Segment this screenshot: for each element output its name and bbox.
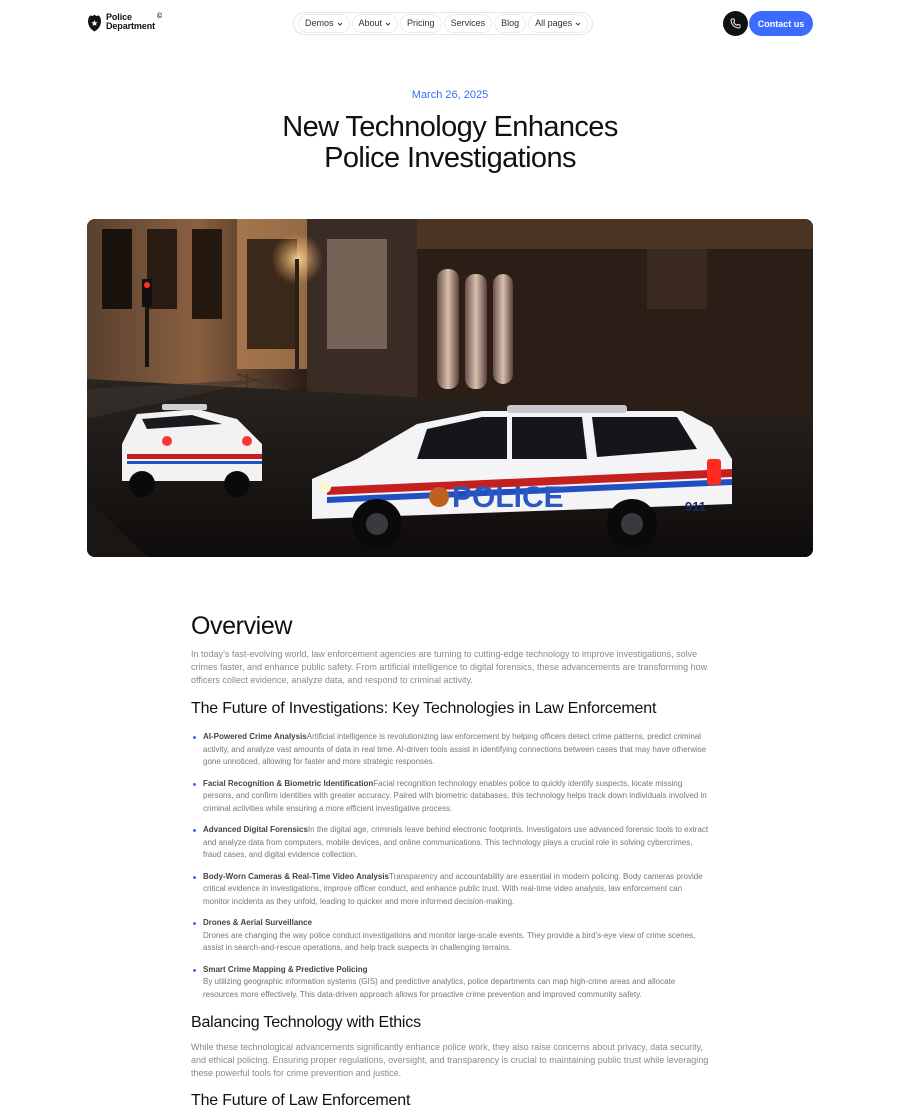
list-item-title: Facial Recognition & Biometric Identification <box>203 778 374 788</box>
post-title-line-2: Police Investigations <box>324 142 576 174</box>
nav-about-label: About <box>358 18 383 28</box>
list-item-text: Facial recognition technology enables police to quickly identify suspects, locate missing persons, and confirm identities with greater accuracy. Paired with biometric databases, this technology helps track down individuals involved in criminal activities while ensuring a more efficient investigative process. <box>203 778 707 813</box>
list-item <box>191 964 711 1002</box>
future-law-enforcement-heading: The Future of Law Enforcement <box>191 1092 411 1109</box>
list-item-title: Smart Crime Mapping & Predictive Policing <box>203 964 368 974</box>
list-item-title: Drones & Aerial Surveillance <box>203 918 313 927</box>
article-body <box>191 612 711 1111</box>
list-item-text: In the digital age, criminals leave behind electronic footprints. Investigators use advanced forensic tools to extract and analyze data from computers, mobile devices, and online communications. This technology plays a crucial role in solving cybercrimes, fraud cases, and digital evidence collection. <box>203 825 709 859</box>
nav-demos[interactable] <box>298 14 350 33</box>
list-item-text: Drones are changing the way police conduct investigations and monitor large-scale events. They provide a bird’s-eye view of crime scenes, assist in search-and-rescue operations, and help track suspects in challenging terrains. <box>203 930 696 952</box>
list-item-text: By utilizing geographic information systems (GIS) and predictive analytics, police departments can map high-crime areas and allocate resources more effectively. This data-driven approach allows for proactive crime prevention and improved community safety. <box>203 977 676 999</box>
list-item-text: Transparency and accountability are essential in modern policing. Body cameras provide critical evidence in investigations, improve officer conduct, and enhance public trust. With real-time video analysis, law enforcement can monitor incidents as they unfold, leading to quicker and more informed decision-making. <box>203 871 703 906</box>
police-badge-icon <box>87 14 102 32</box>
site-header <box>0 0 900 46</box>
list-item <box>191 778 711 816</box>
chevron-down-icon <box>385 21 391 27</box>
registered-mark: © <box>157 13 163 20</box>
nav-pricing[interactable] <box>400 14 442 33</box>
nav-services[interactable] <box>444 14 493 33</box>
contact-us-button[interactable]: Contact us <box>749 11 813 36</box>
list-item-title: Advanced Digital Forensics <box>203 825 308 834</box>
technology-list <box>191 731 711 1001</box>
logo[interactable] <box>87 13 162 32</box>
future-investigations-heading: The Future of Investigations: Key Technologies in Law Enforcement <box>191 700 657 717</box>
phone-icon <box>730 18 741 29</box>
overview-text: In today’s fast-evolving world, law enforcement agencies are turning to cutting-edge technology to improve investigations, solve crimes faster, and enhance public safety. From artificial intelligence to digital forensics, these advancements are transforming how officers collect evidence, analyze data, and respond to criminal activity. <box>191 649 708 685</box>
nav-all-pages[interactable] <box>528 14 588 33</box>
post-date: March 26, 2025 <box>411 89 489 101</box>
nav-demos-label: Demos <box>305 18 334 28</box>
logo-text <box>106 13 155 31</box>
post-title <box>0 112 900 174</box>
list-item-title: AI-Powered Crime Analysis <box>203 732 307 741</box>
list-item <box>191 824 711 862</box>
phone-button[interactable] <box>723 11 748 36</box>
nav-services-label: Services <box>450 18 486 28</box>
post-title-line-1: New Technology Enhances <box>282 111 618 143</box>
police-decal-text: POLICE <box>452 481 564 514</box>
chevron-down-icon <box>337 21 343 27</box>
police-suv-photo <box>87 219 813 557</box>
nav-all-pages-label: All pages <box>535 18 573 28</box>
nav-blog-label: Blog <box>501 18 520 28</box>
nav-about[interactable] <box>352 14 399 33</box>
logo-line-2: Department <box>106 21 156 31</box>
main-nav <box>293 12 593 35</box>
hero-image <box>87 219 813 557</box>
nav-pricing-label: Pricing <box>407 18 435 28</box>
logo-line-1: Police <box>106 12 132 22</box>
ethics-heading: Balancing Technology with Ethics <box>191 1014 421 1031</box>
list-item-title: Body-Worn Cameras & Real-Time Video Analysis <box>203 871 389 881</box>
ethics-text: While these technological advancements significantly enhance police work, they also raise concerns about privacy, data security, and ethical policing. Ensuring proper regulations, oversight, and transparency is crucial to maintaining public trust while leveraging these powerful tools for crime prevention and justice. <box>191 1042 709 1078</box>
nav-blog[interactable] <box>494 14 526 33</box>
list-item <box>191 731 711 769</box>
overview-heading: Overview <box>191 612 292 640</box>
unit-number-text: 911 <box>685 499 706 514</box>
list-item <box>191 917 711 955</box>
list-item-text: Artificial intelligence is revolutionizing law enforcement by helping officers detect crime patterns, predict criminal activity, and analyze vast amounts of data in real time. AI-driven tools assist in identifying connections between cases that may have otherwise gone unnoticed, allowing for faster and more strategic responses. <box>203 732 707 766</box>
list-item <box>191 871 711 909</box>
chevron-down-icon <box>575 21 581 27</box>
